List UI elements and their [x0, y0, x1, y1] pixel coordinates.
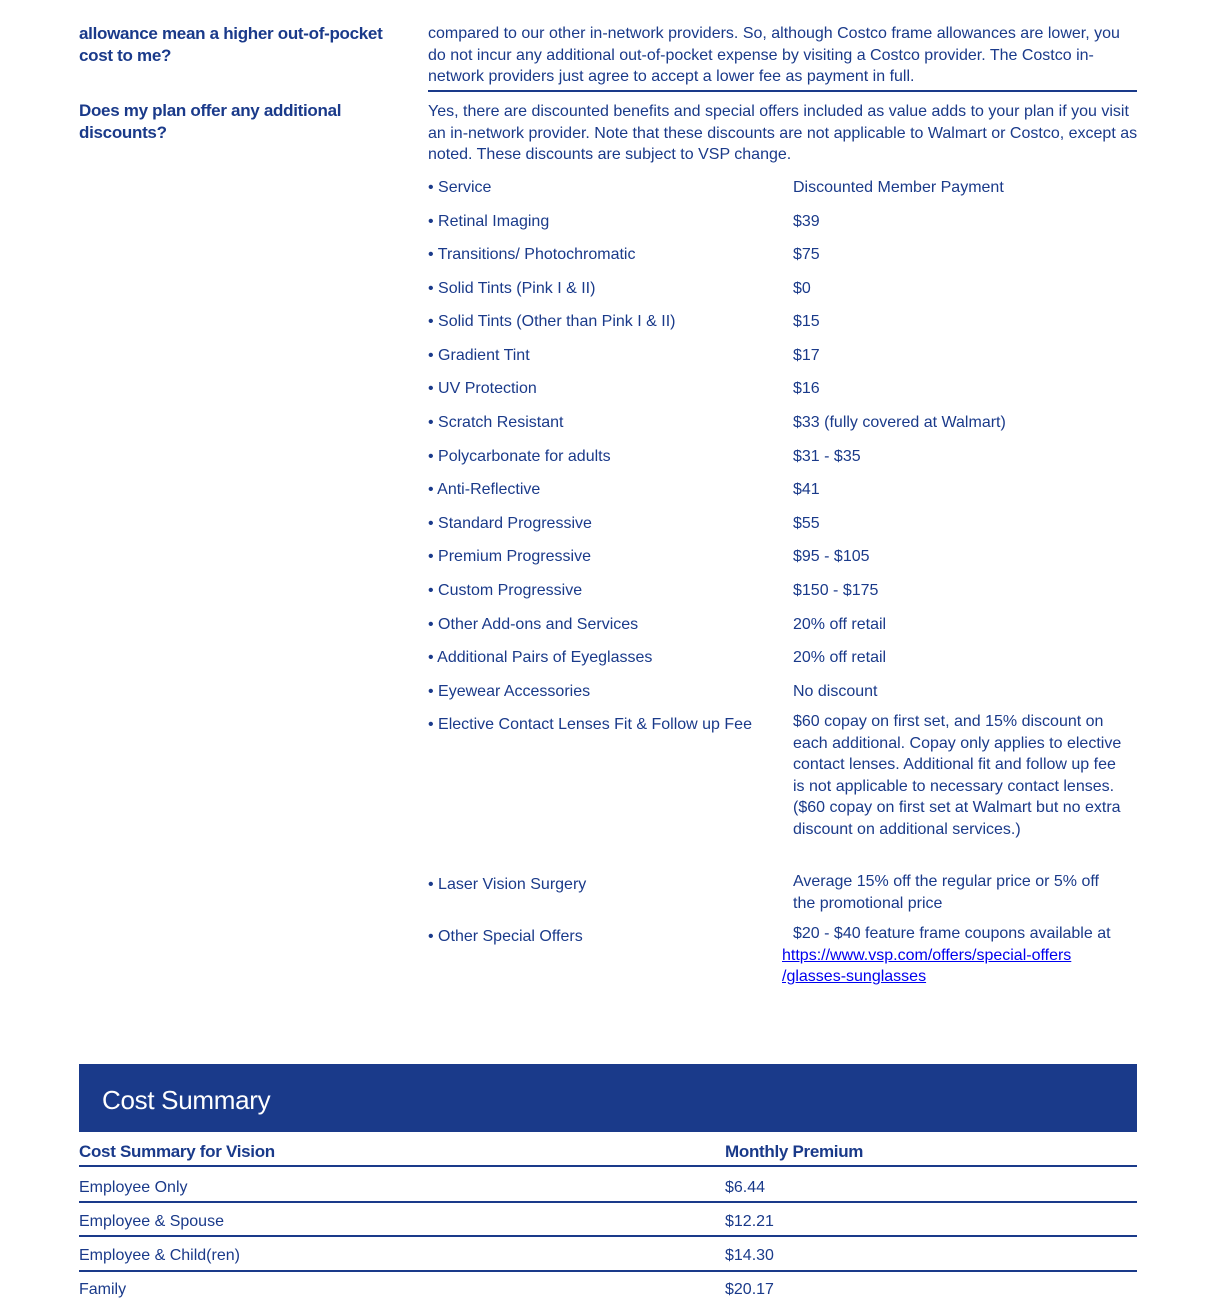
cost-table-header-premium: Monthly Premium [725, 1142, 864, 1161]
discount-payment: $33 (fully covered at Walmart) [793, 414, 1006, 431]
cost-premium: $6.44 [725, 1179, 766, 1196]
special-offers-link-line-2: /glasses-sunglasses [782, 968, 927, 985]
discount-service: • Solid Tints (Other than Pink I & II) [428, 313, 676, 330]
discount-service: • Gradient Tint [428, 347, 530, 364]
discount-service: • Custom Progressive [428, 582, 583, 599]
discount-service: • UV Protection [428, 380, 537, 397]
discount-header-payment: Discounted Member Payment [793, 179, 1004, 196]
discount-payment: No discount [793, 683, 878, 700]
faq-answer-frame-allowance: compared to our other in-network providers. So, although Costco frame allowances are lower, you do not incur any additional out-of-pocket expense by visiting a Costco provider. The Costco in-network providers just agree to accept a lower fee as payment in full. [428, 25, 1120, 85]
cost-table-row-rule [79, 1201, 1137, 1203]
cost-table-header-rule [79, 1165, 1137, 1167]
discount-payment: $55 [793, 515, 820, 532]
cost-tier: Employee & Spouse [79, 1213, 224, 1230]
cost-tier: Employee & Child(ren) [79, 1247, 240, 1264]
cost-premium: $14.30 [725, 1247, 774, 1264]
discount-header-service: • Service [428, 179, 492, 196]
discount-service: • Premium Progressive [428, 548, 591, 565]
discount-service: • Standard Progressive [428, 515, 592, 532]
faq-answer-additional-discounts: Yes, there are discounted benefits and special offers included as value adds to your plan if you visit an in-network provider. Note that these discounts are not applicable to Walmart or Costco, except as noted. These discounts are subject to VSP change. [428, 103, 1138, 163]
discount-service: • Transitions/ Photochromatic [428, 246, 636, 263]
discount-payment: $41 [793, 481, 820, 498]
cost-tier: Employee Only [79, 1179, 188, 1196]
discount-payment: $17 [793, 347, 820, 364]
discount-payment: $95 - $105 [793, 548, 870, 565]
discount-payment: $0 [793, 280, 811, 297]
discount-payment: $60 copay on first set, and 15% discount on each additional. Copay only applies to elective contact lenses. Additional fit and follow up fee is not applicable to necessary contact lenses. ($60 copay on first set at Walmart but no extra discount on additional services.) [793, 713, 1122, 838]
discount-service: • Other Special Offers [428, 928, 583, 945]
discount-payment: $75 [793, 246, 820, 263]
discount-payment [782, 923, 1123, 988]
cost-table-header-tier: Cost Summary for Vision [79, 1142, 275, 1161]
discount-service: • Scratch Resistant [428, 414, 564, 431]
discount-service: • Anti-Reflective [428, 481, 541, 498]
cost-premium: $12.21 [725, 1213, 774, 1230]
cost-summary-banner [79, 1064, 1137, 1132]
cost-table-row-rule [79, 1235, 1137, 1237]
answer-divider [428, 90, 1137, 92]
discount-payment: $15 [793, 313, 820, 330]
cost-premium: $20.17 [725, 1281, 774, 1298]
discount-service: • Eyewear Accessories [428, 683, 591, 700]
discount-payment: $31 - $35 [793, 448, 861, 465]
cost-summary-title: Cost Summary [102, 1085, 271, 1115]
cost-table-row-rule [79, 1270, 1137, 1272]
discount-payment: $39 [793, 213, 820, 230]
discount-payment: 20% off retail [793, 649, 887, 666]
special-offers-text: $20 - $40 feature frame coupons available at [793, 925, 1111, 942]
special-offers-link-line-1: https://www.vsp.com/offers/special-offers [782, 946, 1072, 964]
discount-service: • Other Add-ons and Services [428, 616, 639, 633]
discount-service: • Polycarbonate for adults [428, 448, 611, 465]
discount-service: • Laser Vision Surgery [428, 876, 587, 893]
discount-payment: 20% off retail [793, 616, 887, 633]
discount-service: • Additional Pairs of Eyeglasses [428, 649, 653, 666]
faq-question-additional-discounts: Does my plan offer any additional discounts? [79, 101, 342, 142]
discount-service: • Elective Contact Lenses Fit & Follow up Fee [428, 716, 752, 733]
cost-tier: Family [79, 1281, 127, 1298]
discount-payment: Average 15% off the regular price or 5% off the promotional price [793, 873, 1099, 912]
discount-payment: $16 [793, 380, 820, 397]
special-offers-link[interactable] [782, 945, 1123, 988]
discount-payment: $150 - $175 [793, 582, 879, 599]
discount-service: • Solid Tints (Pink I & II) [428, 280, 596, 297]
discount-service: • Retinal Imaging [428, 213, 550, 230]
faq-question-frame-allowance: allowance mean a higher out-of-pocket cost to me? [79, 24, 383, 65]
